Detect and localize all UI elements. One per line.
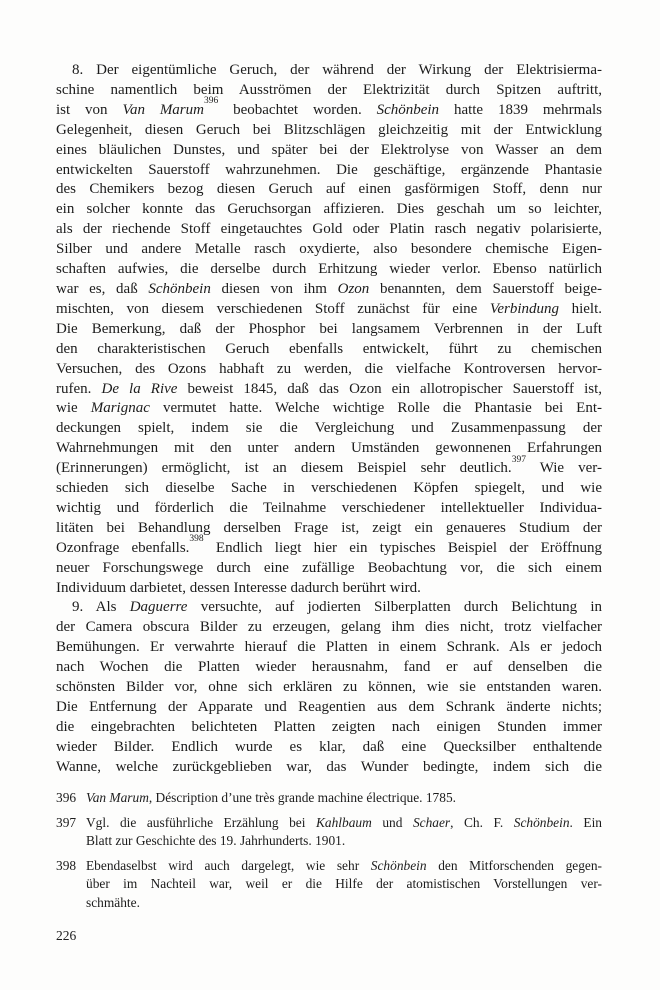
text-run: eines bläulichen Dunstes, und später bei der Elektrolyse von Wasser an dem — [56, 141, 602, 158]
text-run: beweist 1845, daß das Ozon ein allotropischer Sauerstoff ist, — [177, 380, 602, 397]
text-line — [56, 320, 602, 340]
text-run: Wie ver- — [525, 460, 602, 477]
text-line — [56, 141, 602, 161]
text-run: den charakteristischen Geruch ebenfalls entwickelt, führt zu chemischen — [56, 340, 602, 357]
text-run: Silber und andere Metalle rasch oxydierte, also besondere chemische Eigen- — [56, 241, 602, 258]
text-line — [86, 894, 602, 913]
text-line — [86, 789, 602, 808]
text-run: Individuum darbietet, dessen Interesse dadurch berührt wird. — [56, 579, 421, 596]
italic-text: Van Marum — [122, 101, 204, 118]
text-run: Wanne, welche zurückgeblieben war, das Wunder bedingte, indem sich die — [56, 758, 602, 775]
text-run: wie — [56, 400, 91, 417]
text-run: Die Bemerkung, daß der Phosphor bei langsamem Verbrennen in der Luft — [56, 320, 602, 337]
text-run: Wahrnehmungen mit den unter andern Umständen gewonnenen Erfahrungen — [56, 440, 602, 457]
text-line — [86, 875, 602, 894]
footnote-reference: 396 — [203, 96, 219, 107]
text-line — [86, 832, 602, 851]
footnote-number: 397 — [56, 814, 77, 830]
text-run: der Camera obscura Bilder zu erzeugen, gelang ihm dies nicht, trotz vielfacher — [56, 619, 602, 636]
footnote-396 — [56, 789, 602, 808]
footnote-398 — [56, 857, 602, 913]
footnote-reference: 397 — [511, 454, 526, 465]
text-run: . Ein — [569, 814, 602, 830]
text-line — [56, 419, 602, 439]
italic-text: Daguerre — [129, 599, 188, 616]
italic-text: Verbindung — [489, 300, 560, 317]
italic-text: Schaer — [412, 814, 451, 830]
italic-text: Ozon — [337, 280, 370, 297]
text-line — [56, 479, 602, 499]
text-run: rufen. — [56, 380, 102, 397]
text-run: nach Wochen die Platten wieder herausnahm, fand er auf denselben die — [56, 659, 602, 676]
text-line — [56, 738, 602, 758]
footnotes — [56, 789, 602, 919]
italic-text: De la Rive — [101, 380, 178, 397]
footnote-number: 396 — [56, 790, 77, 805]
text-line — [56, 180, 602, 200]
text-line — [56, 638, 602, 658]
footnote-text — [86, 814, 602, 851]
text-line — [56, 519, 602, 539]
italic-text: Schönbein — [376, 101, 440, 118]
text-run: und — [371, 814, 413, 830]
text-line — [56, 380, 602, 400]
text-run: mischten, von diesem verschiedenen Stoff zunächst für eine — [56, 300, 490, 317]
text-run: Die Entfernung der Apparate und Reagentien aus dem Schrank änderte nichts; — [56, 699, 602, 715]
text-line — [56, 534, 602, 559]
text-line — [56, 220, 602, 240]
text-run: neuer Forschungswege durch eine zufällige Beobachtung vor, die sich einem — [56, 559, 602, 576]
text-run: Endlich liegt hier ein typisches Beispiel der Eröffnung — [203, 539, 602, 556]
italic-text: Schönbein — [148, 280, 211, 297]
footnote-text — [86, 789, 602, 808]
text-line — [56, 618, 602, 638]
text-line — [56, 96, 602, 121]
text-line — [56, 758, 602, 778]
text-line — [56, 280, 602, 300]
text-run: Blatt zur Geschichte des 19. Jahrhunderts. 1901. — [86, 833, 346, 849]
text-run: schaften aufwies, die derselbe durch Erhitzung wieder verlor. Ebenso natürlich — [56, 261, 602, 278]
text-line — [86, 814, 602, 833]
text-run: , Ch. F. — [450, 814, 514, 830]
text-run: ein solcher konnte das Geruchsorgan affizieren. Dies geschah um so leichter, — [56, 201, 602, 218]
text-run: Ebendaselbst wird auch dargelegt, wie sehr — [86, 857, 371, 873]
text-run: über im Nachteil war, weil er die Hilfe der atomistischen Vorstellungen ver- — [86, 876, 602, 892]
italic-text: Schönbein — [370, 857, 427, 873]
footnote-number: 398 — [56, 857, 77, 873]
text-run: Bemühungen. Er verwahrte hierauf die Platten in einem Schrank. Als er jedoch — [56, 639, 602, 656]
text-run: (Erinnerungen) ermöglicht, ist an diesem Beispiel sehr deutlich. — [56, 460, 512, 477]
body-text — [56, 61, 602, 778]
text-run: beobachtet worden. — [218, 101, 377, 118]
text-line — [56, 121, 602, 141]
text-run: vermutet hatte. Welche wichtige Rolle die Phantasie bei Ent- — [149, 400, 602, 417]
text-run: schieden sich dieselbe Sache in verschiedenen Köpfen spiegelt, und wie — [56, 480, 602, 497]
text-run: schmähte. — [86, 894, 140, 910]
text-run: war es, daß — [56, 280, 149, 297]
text-line — [56, 399, 602, 419]
text-line — [56, 161, 602, 181]
text-line — [56, 579, 602, 599]
text-run: ist von — [56, 101, 123, 118]
text-run: deckungen spielt, indem sie die Vergleichung und Zusammenpassung der — [56, 420, 602, 437]
text-line — [56, 678, 602, 698]
text-line — [56, 499, 602, 519]
paragraph-8 — [56, 61, 602, 598]
text-run: versuchte, auf jodierten Silberplatten durch Belichtung in — [187, 599, 602, 616]
footnote-text — [86, 857, 602, 913]
text-run: Versuchen, des Ozons habhaft zu werden, die vielfache Kontroversen hervor- — [56, 360, 602, 377]
footnote-397 — [56, 814, 602, 851]
paragraph-9 — [56, 598, 602, 777]
text-run: als der riechende Stoff eingetauchtes Gold oder Platin rasch negativ polarisierte, — [56, 221, 602, 238]
italic-text: Marignac — [90, 400, 150, 417]
text-line — [56, 360, 602, 380]
text-line — [56, 340, 602, 360]
text-line — [56, 260, 602, 280]
text-run: hatte 1839 mehrmals — [439, 101, 602, 118]
text-line — [56, 240, 602, 260]
text-line — [56, 81, 602, 101]
text-run: diesen von ihm — [210, 280, 338, 297]
text-run: Gelegenheit, diesen Geruch bei Blitzschlägen gleichzeitig mit der Entwicklung — [56, 121, 602, 138]
text-run: , Déscription d’une très grande machine électrique. 1785. — [148, 790, 456, 805]
text-run: wieder Bilder. Endlich wurde es klar, daß eine Quecksilber enthaltende — [56, 738, 602, 755]
text-line — [56, 454, 602, 479]
text-line — [56, 300, 602, 320]
italic-text: Van Marum — [86, 790, 149, 805]
text-line — [56, 598, 602, 618]
text-run: entwickelten Sauerstoff wahrzunehmen. Die geschäftige, ergänzende Phantasie — [56, 161, 602, 178]
text-run: schine namentlich beim Ausströmen der Elektrizität durch Spitzen auftritt, — [56, 81, 602, 98]
text-run: hielt. — [559, 300, 602, 317]
text-line — [56, 559, 602, 579]
text-run: Vgl. die ausführliche Erzählung bei — [86, 814, 316, 830]
text-run: benannten, dem Sauerstoff beige- — [369, 280, 602, 297]
text-run: des Chemikers bezog diesen Geruch auf einen gasförmigen Stoff, denn nur — [56, 181, 602, 198]
text-line — [56, 698, 602, 718]
text-run: 9. Als — [72, 599, 130, 616]
text-line — [56, 200, 602, 220]
text-run: 8. Der eigentümliche Geruch, der während der Wirkung der Elektrisierma- — [72, 62, 602, 78]
italic-text: Schönbein — [513, 814, 570, 830]
text-line — [56, 61, 602, 81]
text-run: wichtig und förderlich die Teilnahme verschiedener intellektueller Individua- — [56, 499, 602, 516]
text-run: schönsten Bilder vor, ohne sich erklären zu können, wie sie entstanden waren. — [56, 679, 602, 696]
text-run: Ozonfrage ebenfalls. — [56, 539, 190, 556]
text-line — [86, 857, 602, 876]
italic-text: Kahlbaum — [315, 814, 372, 830]
text-run: litäten bei Behandlung derselben Frage ist, zeigt ein genaueres Studium der — [56, 519, 602, 536]
text-line — [56, 658, 602, 678]
text-run: die eingebrachten belichteten Platten zeigten nach einigen Stunden immer — [56, 718, 602, 735]
text-line — [56, 718, 602, 738]
text-run: den Mitforschenden gegen- — [426, 857, 602, 873]
page-number: 226 — [56, 928, 77, 943]
footnote-reference: 398 — [189, 534, 204, 545]
